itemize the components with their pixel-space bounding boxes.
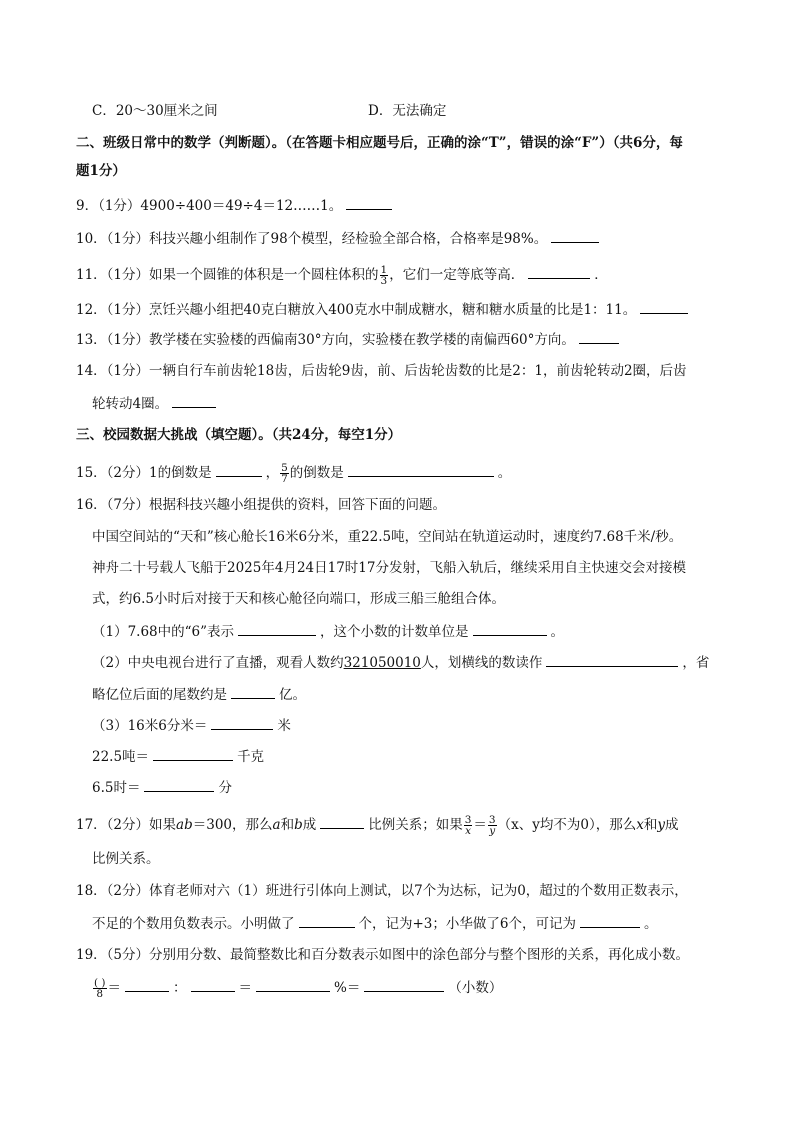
answer-blank[interactable] (211, 715, 273, 730)
fraction-five-sevenths: $\frac{5}{7}$ (281, 462, 288, 485)
section3-heading: 三、校园数据大挑战（填空题）。（共24分，每空1分） (76, 427, 402, 443)
answer-blank[interactable] (238, 621, 316, 636)
answer-blank[interactable] (153, 746, 233, 761)
fraction-3-over-x: $\frac{3}{x}$ (464, 814, 472, 837)
question-14-cont: 轮转动4圈。 (92, 393, 220, 414)
answer-blank[interactable] (144, 777, 214, 792)
question-12 (76, 299, 692, 320)
fraction-one-third: $\frac{1}{3}$ (380, 264, 388, 287)
answer-blank[interactable] (299, 913, 355, 928)
question-16-head: 16．（7分）根据科技兴趣小组提供的资料，回答下面的问题。 (76, 497, 447, 513)
answer-blank[interactable] (172, 393, 216, 408)
fraction-3-over-y: $\frac{3}{y}$ (488, 814, 496, 837)
question-9 (76, 195, 396, 216)
question-19-answer-row: $\frac{( )}{8}$ ＝ ： ＝ %＝ （小数） (94, 977, 503, 1000)
answer-blank[interactable] (364, 977, 444, 992)
question-16-sub2-cont: 略亿位后面的尾数约是 亿。 (92, 684, 306, 705)
question-16-sub3: （3）16米6分米＝ 米 (92, 715, 291, 736)
option-c: C．20～30厘米之间 (92, 103, 218, 119)
answer-blank[interactable] (473, 621, 547, 636)
question-19: 19．（5分）分别用分数、最简整数比和百分数表示如图中的涂色部分与整个图形的关系，再化成小数。 (76, 947, 690, 963)
answer-blank[interactable] (216, 462, 262, 477)
question-9-text: 9．（1分）4900÷400＝49÷4＝12……1。 (76, 198, 343, 214)
answer-blank[interactable] (640, 299, 688, 314)
answer-blank[interactable] (320, 814, 364, 829)
answer-blank[interactable] (348, 462, 494, 477)
section2-heading-cont: 题1分） (76, 163, 126, 179)
question-14: 14．（1分）一辆自行车前齿轮18齿，后齿轮9齿，前、后齿轮齿数的比是2：1，前齿轮转动2圈，后齿 (76, 363, 687, 379)
question-18-cont: 不足的个数用负数表示。小明做了 个，记为+3；小华做了6个，可记为 。 (92, 913, 658, 934)
answer-blank[interactable] (546, 652, 678, 667)
question-13 (76, 329, 623, 350)
question-16-para2: 神舟二十号载人飞船于2025年4月24日17时17分发射，飞船入轨后，继续采用自主快速交会对接模 (92, 560, 686, 576)
answer-blank[interactable] (580, 913, 640, 928)
question-18: 18．（2分）体育老师对六（1）班进行引体向上测试，以7个为达标，记为0，超过的个数用正数表示， (76, 883, 688, 899)
fraction-blank-over-8[interactable]: $\frac{( )}{8}$ (94, 977, 106, 1000)
question-16-sub2: （2）中央电视台进行了直播，观看人数约321050010人，划横线的数读作 ，省 (92, 652, 709, 673)
question-10 (76, 228, 603, 249)
question-16-para3: 式，约6.5小时后对接于天和核心舱径向端口，形成三船三舱组合体。 (92, 591, 505, 607)
question-16-para1: 中国空间站的“天和”核心舱长16米6分米，重22.5吨，空间站在轨道运动时，速度约7.68千米/秒。 (92, 529, 683, 545)
section2-heading: 二、班级日常中的数学（判断题）。（在答题卡相应题号后，正确的涂“T”，错误的涂“F”）（共6分，每 (76, 135, 683, 151)
question-11: 11．（1分）如果一个圆锥的体积是一个圆柱体积的 $\frac{1}{3}$ ，它们一定等底等高． ． (76, 264, 608, 287)
answer-blank[interactable] (579, 329, 619, 344)
answer-blank[interactable] (256, 977, 330, 992)
answer-blank[interactable] (231, 684, 275, 699)
underlined-number: 321050010 (343, 655, 421, 671)
answer-blank[interactable] (191, 977, 235, 992)
question-16-hours: 6.5时＝ 分 (92, 777, 232, 798)
question-16-sub1: （1）7.68中的“6”表示 ，这个小数的计数单位是 。 (92, 621, 564, 642)
answer-blank[interactable] (346, 195, 392, 210)
answer-blank[interactable] (125, 977, 169, 992)
question-15: 15．（2分）1的倒数是 ， $\frac{5}{7}$ 的倒数是 。 (76, 462, 512, 485)
question-17-cont: 比例关系。 (92, 851, 160, 867)
question-17: 17．（2分）如果ab＝300，那么a和b成 比例关系；如果 $\frac{3}{x}$ ＝ $\frac{3}{y}$ （x、y均不为0），那么x和y成 (76, 814, 679, 837)
question-13-text: 13．（1分）教学楼在实验楼的西偏南30°方向，实验楼在教学楼的南偏西60°方向。 (76, 332, 575, 348)
question-11-text: 11．（1分）如果一个圆锥的体积是一个圆柱体积的 (76, 267, 379, 283)
answer-blank[interactable] (528, 264, 590, 279)
answer-blank[interactable] (551, 228, 599, 243)
question-10-text: 10．（1分）科技兴趣小组制作了98个模型，经检验全部合格，合格率是98%。 (76, 231, 548, 247)
question-16-tons: 22.5吨＝ 千克 (92, 746, 264, 767)
question-12-text: 12．（1分）烹饪兴趣小组把40克白糖放入400克水中制成糖水，糖和糖水质量的比是1：11。 (76, 302, 637, 318)
option-d: D．无法确定 (368, 103, 447, 119)
